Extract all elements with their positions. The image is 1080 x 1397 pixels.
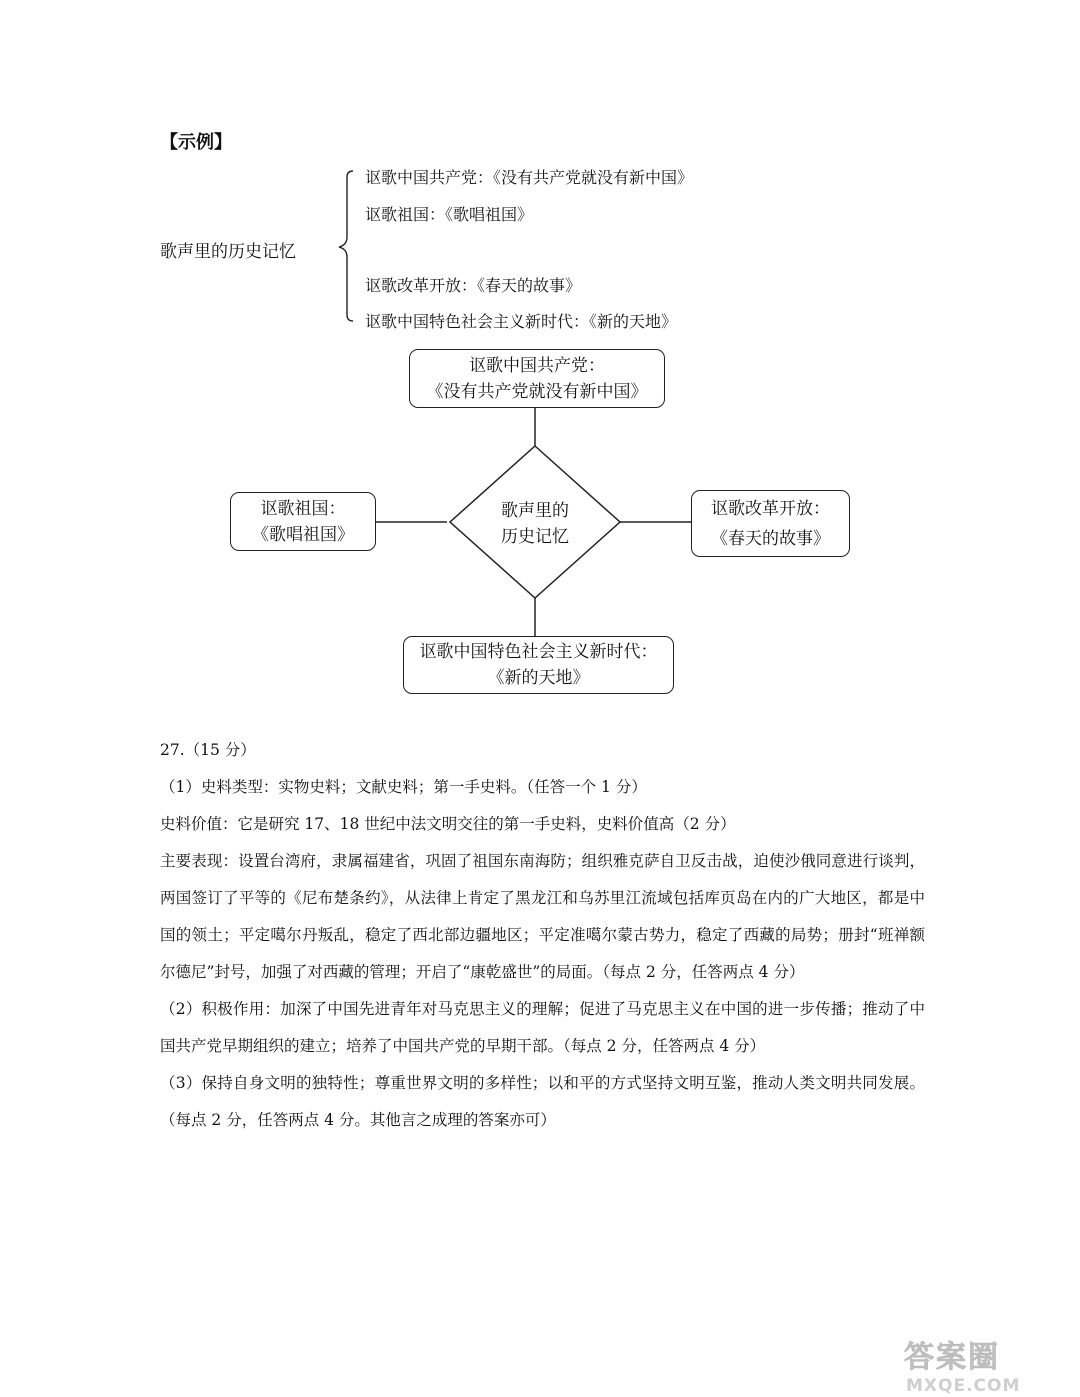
diagram-left-node (230, 492, 376, 551)
answer-section (160, 732, 925, 1139)
diagram-bottom-line1: 讴歌中国特色社会主义新时代： (419, 642, 658, 662)
diagram-top-line1: 讴歌中国共产党： (469, 355, 605, 376)
tree-root-label: 歌声里的历史记忆 (160, 242, 296, 262)
svg-text:MXQE.COM: MXQE.COM (906, 1376, 1021, 1395)
tree-branch-reform: 讴歌改革开放：《春天的故事》 (365, 276, 582, 295)
diagram-center-label (480, 498, 590, 550)
tree-branch-motherland: 讴歌祖国：《歌唱祖国》 (365, 205, 534, 224)
diagram-bottom-line2: 《新的天地》 (487, 668, 590, 688)
diagram-right-node (691, 490, 850, 557)
diagram-bottom-node (403, 636, 674, 694)
answer-title: 27.（15 分） (160, 741, 256, 759)
diagram-right-line1: 讴歌改革开放： (711, 498, 830, 519)
diagram-left-line2: 《歌唱祖国》 (252, 524, 354, 545)
diagram-top-line2: 《没有共产党就没有新中国》 (426, 381, 648, 402)
diagram-top-node (409, 349, 665, 408)
tree-branch-party: 讴歌中国共产党：《没有共产党就没有新中国》 (365, 168, 694, 187)
answer-part1-types: （1）史料类型：实物史料；文献史料；第一手史料。（任答一个 1 分） (160, 778, 647, 796)
watermark-logo (900, 1335, 1070, 1395)
diagram-center-line2: 历史记忆 (501, 527, 569, 547)
tree-branch-new-era: 讴歌中国特色社会主义新时代：《新的天地》 (365, 312, 678, 331)
diagram-center-line1: 歌声里的 (501, 501, 569, 521)
example-heading: 【示例】 (160, 132, 232, 153)
answer-part3: （3）保持自身文明的独特性；尊重世界文明的多样性；以和平的方式坚持文明互鉴，推动人类文明共同发展。（每点 2 分，任答两点 4 分。其他言之成理的答案亦可） (160, 1074, 925, 1129)
answer-part1-value: 史料价值：它是研究 17、18 世纪中法文明交往的第一手史料，史料价值高（2 分） (160, 815, 736, 833)
svg-text:答案圈: 答案圈 (904, 1340, 1000, 1375)
diagram-left-line1: 讴歌祖国： (260, 498, 346, 519)
answer-part1-performance: 主要表现：设置台湾府，隶属福建省，巩固了祖国东南海防；组织雅克萨自卫反击战，迫使沙俄同意进行谈判，两国签订了平等的《尼布楚条约》，从法律上肯定了黑龙江和乌苏里江流域包括库页岛在内的广大地区，都是中国的领土；平定噶尔丹叛乱，稳定了西北部边疆地区；平定准噶尔蒙古势力，稳定了西藏的局势；册封“班禅额尔德尼”封号，加强了对西藏的管理；开启了“康乾盛世”的局面。（每点 2 分，任答两点 4 分） (160, 852, 925, 981)
answer-part2: （2）积极作用：加深了中国先进青年对马克思主义的理解；促进了马克思主义在中国的进一步传播；推动了中国共产党早期组织的建立；培养了中国共产党的早期干部。（每点 2 分，任答两点 4 分） (160, 1000, 925, 1055)
diagram-right-line2: 《春天的故事》 (711, 528, 830, 549)
